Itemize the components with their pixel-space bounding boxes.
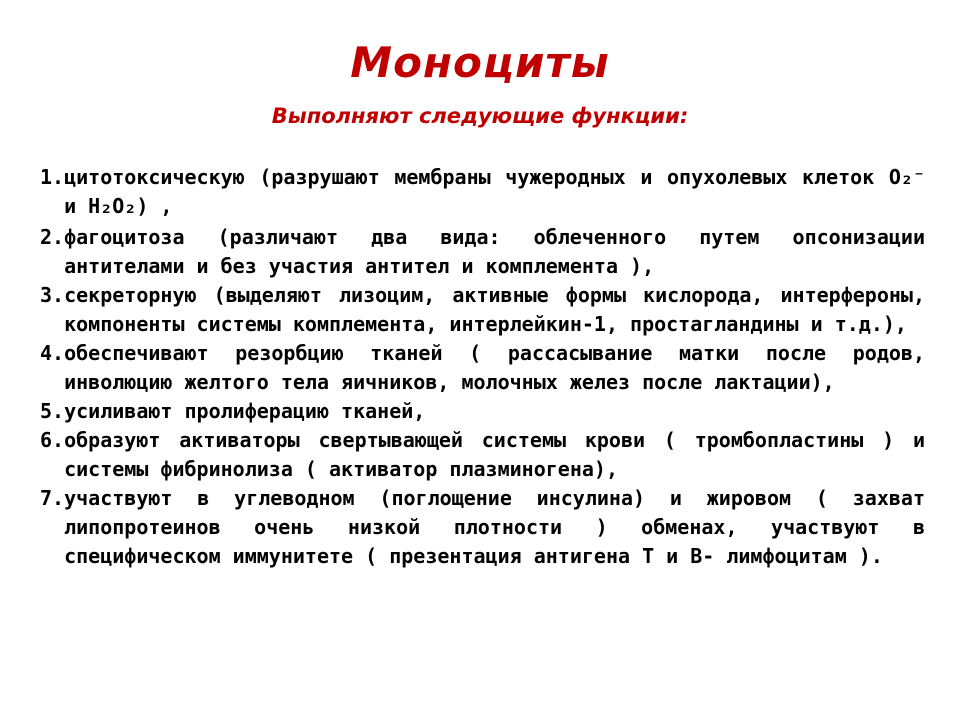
item-number: 3. — [40, 283, 65, 307]
item-text: участвуют в углеводном (поглощение инсулина) и жировом ( захват липопротеинов очень низкой плотности ) обменах, участвуют в специфическом иммунитете ( презентация антигена Т и В- лимфоцитам ). — [64, 486, 925, 568]
item-number: 6. — [40, 428, 65, 452]
list-item — [40, 426, 925, 484]
item-number: 7. — [40, 486, 65, 510]
functions-list — [40, 163, 925, 571]
list-item — [40, 339, 925, 397]
item-number: 1. — [40, 165, 65, 189]
item-number: 2. — [40, 225, 65, 249]
list-item — [40, 397, 925, 426]
slide-title: Моноциты — [350, 38, 610, 87]
slide-subtitle: Выполняют следующие функции: — [271, 104, 689, 128]
item-number: 5. — [40, 399, 65, 423]
item-text: обеспечивают резорбцию тканей ( рассасывание матки после родов, инволюцию желтого тела яичников, молочных желез после лактации), — [64, 341, 925, 394]
item-text: усиливают пролиферацию тканей, — [64, 399, 426, 423]
item-text: образуют активаторы свертывающей системы крови ( тромбопластины ) и системы фибринолиза ( активатор плазминогена), — [64, 428, 925, 481]
list-item — [40, 163, 925, 221]
list-item — [40, 484, 925, 571]
item-text: фагоцитоза (различают два вида: облеченного путем опсонизации антителами и без участия антител и комплемента ), — [64, 225, 925, 278]
item-number: 4. — [40, 341, 65, 365]
item-text: цитотоксическую (разрушают мембраны чужеродных и опухолевых клеток О₂⁻ и Н₂О₂) , — [64, 165, 925, 218]
list-item — [40, 281, 925, 339]
list-item — [40, 223, 925, 281]
item-text: секреторную (выделяют лизоцим, активные формы кислорода, интерфероны, компоненты системы комплемента, интерлейкин-1, простагландины и т.д.), — [64, 283, 925, 336]
